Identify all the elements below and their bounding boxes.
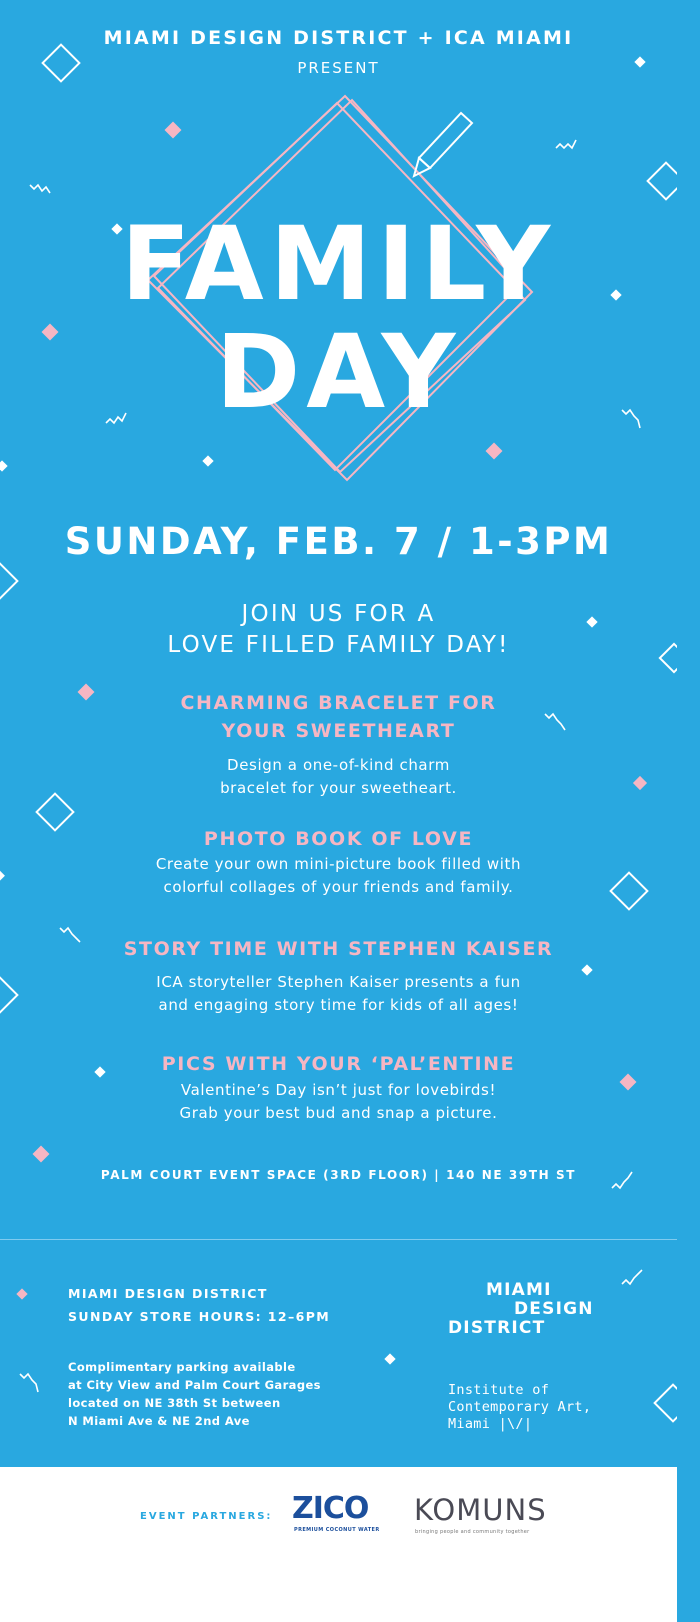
event-partners-label: EVENT PARTNERS:: [140, 1511, 273, 1522]
activity-description: Create your own mini-picture book filled with: [155, 855, 522, 873]
zico-tagline: PREMIUM COCONUT WATER: [294, 1527, 380, 1533]
parking-line: at City View and Palm Court Garages: [68, 1378, 321, 1392]
activity-description: ICA storyteller Stephen Kaiser presents a fun: [156, 973, 521, 991]
activity-heading: YOUR SWEETHEART: [221, 720, 456, 742]
title-line-family: FAMILY: [120, 205, 557, 324]
ica-miami-logo: [448, 1382, 591, 1433]
intro-line-1: JOIN US FOR A: [241, 601, 436, 627]
activity-heading: STORY TIME WITH STEPHEN KAISER: [123, 938, 554, 960]
parking-line: Complimentary parking available: [68, 1360, 296, 1374]
title-line-day: DAY: [215, 313, 462, 432]
store-hours-line: MIAMI DESIGN DISTRICT: [68, 1286, 268, 1301]
parking-line: located on NE 38th St between: [68, 1396, 281, 1410]
presenters-line: MIAMI DESIGN DISTRICT + ICA MIAMI: [103, 27, 574, 49]
venue-address: PALM COURT EVENT SPACE (3RD FLOOR) | 140 NE 39TH ST: [100, 1168, 577, 1182]
parking-info: [68, 1358, 321, 1430]
intro-line-2: LOVE FILLED FAMILY DAY!: [167, 632, 510, 658]
activity-heading: CHARMING BRACELET FOR: [180, 692, 497, 714]
present-label: PRESENT: [297, 59, 380, 77]
store-hours: [68, 1282, 330, 1328]
section-divider: [0, 1239, 677, 1240]
activity-heading: PHOTO BOOK OF LOVE: [203, 828, 474, 850]
store-hours-line: SUNDAY STORE HOURS: 12–6PM: [68, 1309, 331, 1324]
activity-description: Design a one-of-kind charm: [227, 756, 450, 774]
pencil-icon: [414, 113, 472, 176]
event-date: SUNDAY, FEB. 7 / 1-3PM: [64, 520, 613, 563]
zico-logo: ZICO: [292, 1491, 369, 1526]
logo-word: DESIGN: [514, 1299, 594, 1319]
activity-description: bracelet for your sweetheart.: [220, 779, 457, 797]
logo-word: DISTRICT: [448, 1318, 546, 1338]
miami-design-district-logo: [448, 1281, 594, 1338]
logo-line: Institute of: [448, 1382, 550, 1398]
parking-line: N Miami Ave & NE 2nd Ave: [68, 1414, 250, 1428]
komuns-logo: KOMUNS: [414, 1493, 547, 1527]
logo-line: Contemporary Art,: [448, 1399, 592, 1415]
logo-word: MIAMI: [486, 1280, 552, 1300]
activity-description: and engaging story time for kids of all ages!: [158, 996, 519, 1014]
logo-line: Miami |\/|: [448, 1416, 533, 1432]
activity-heading: PICS WITH YOUR ‘PAL’ENTINE: [161, 1053, 516, 1075]
activity-description: colorful collages of your friends and family.: [163, 878, 514, 896]
activity-description: Grab your best bud and snap a picture.: [179, 1104, 498, 1122]
komuns-tagline: bringing people and community together: [415, 1529, 530, 1535]
activity-description: Valentine’s Day isn’t just for lovebirds!: [180, 1081, 497, 1099]
